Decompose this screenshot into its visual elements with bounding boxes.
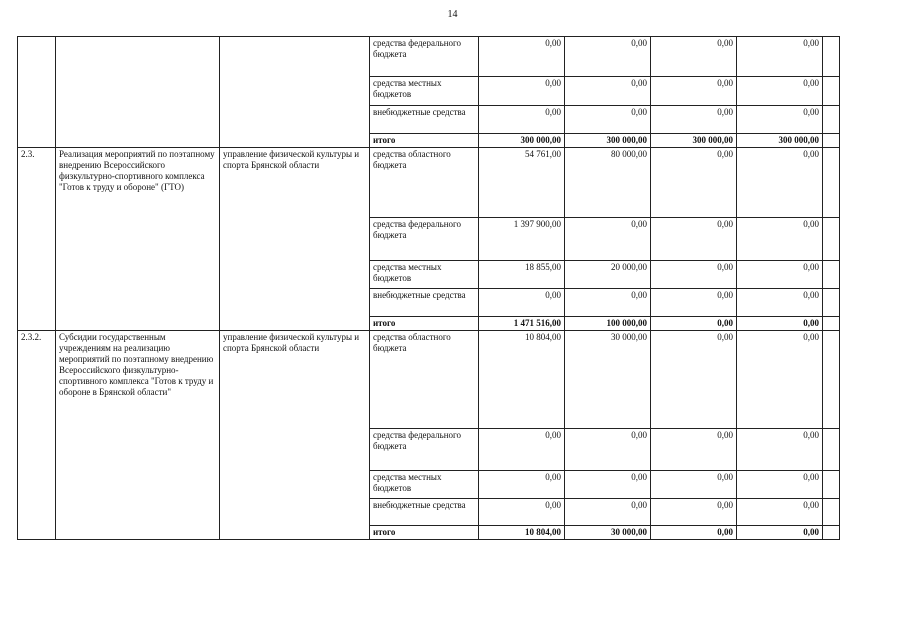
value-cell: 0,00	[565, 289, 651, 317]
empty-cell	[823, 331, 840, 429]
funding-source: средства местных бюджетов	[370, 261, 479, 289]
total-value: 300 000,00	[737, 134, 823, 148]
empty-cell	[823, 106, 840, 134]
table-row	[18, 37, 840, 77]
total-value: 30 000,00	[565, 526, 651, 540]
total-value: 100 000,00	[565, 317, 651, 331]
total-value: 300 000,00	[565, 134, 651, 148]
value-cell: 0,00	[651, 429, 737, 471]
value-cell: 0,00	[651, 471, 737, 499]
empty-cell	[823, 499, 840, 526]
value-cell: 54 761,00	[479, 148, 565, 218]
value-cell: 0,00	[479, 289, 565, 317]
value-cell: 0,00	[479, 37, 565, 77]
value-cell: 80 000,00	[565, 148, 651, 218]
value-cell: 0,00	[565, 429, 651, 471]
value-cell: 0,00	[565, 218, 651, 261]
value-cell: 0,00	[565, 471, 651, 499]
value-cell: 0,00	[737, 471, 823, 499]
funding-source: средства местных бюджетов	[370, 77, 479, 106]
item-index: 2.3.	[18, 148, 56, 331]
table-row	[18, 331, 840, 429]
value-cell: 0,00	[565, 37, 651, 77]
total-value: 300 000,00	[651, 134, 737, 148]
funding-source: внебюджетные средства	[370, 499, 479, 526]
total-value: 10 804,00	[479, 526, 565, 540]
value-cell: 0,00	[651, 218, 737, 261]
funding-source: средства федерального бюджета	[370, 429, 479, 471]
total-value: 0,00	[651, 317, 737, 331]
empty-cell	[823, 526, 840, 540]
value-cell: 0,00	[651, 289, 737, 317]
value-cell: 1 397 900,00	[479, 218, 565, 261]
value-cell: 0,00	[651, 261, 737, 289]
funding-source: внебюджетные средства	[370, 106, 479, 134]
total-label: итого	[370, 317, 479, 331]
empty-cell	[823, 134, 840, 148]
total-value: 0,00	[651, 526, 737, 540]
value-cell: 0,00	[737, 106, 823, 134]
measure-name-cell	[56, 37, 220, 148]
executor-name: управление физической культуры и спорта Брянской области	[220, 331, 370, 540]
funding-source: внебюджетные средства	[370, 289, 479, 317]
executor-name: управление физической культуры и спорта Брянской области	[220, 148, 370, 331]
page-number: 14	[447, 9, 458, 20]
item-index: 2.3.2.	[18, 331, 56, 540]
value-cell: 0,00	[565, 499, 651, 526]
value-cell: 0,00	[737, 289, 823, 317]
value-cell: 0,00	[737, 499, 823, 526]
funding-source: средства федерального бюджета	[370, 218, 479, 261]
value-cell: 0,00	[651, 37, 737, 77]
empty-cell	[823, 218, 840, 261]
value-cell: 0,00	[479, 471, 565, 499]
total-value: 300 000,00	[479, 134, 565, 148]
value-cell: 0,00	[651, 331, 737, 429]
executor-cell	[220, 37, 370, 148]
total-label: итого	[370, 526, 479, 540]
table-row	[18, 148, 840, 218]
total-value: 0,00	[737, 526, 823, 540]
funding-source: средства федерального бюджета	[370, 37, 479, 77]
value-cell: 0,00	[479, 77, 565, 106]
value-cell: 0,00	[479, 106, 565, 134]
value-cell: 0,00	[565, 106, 651, 134]
funding-source: средства областного бюджета	[370, 331, 479, 429]
empty-cell	[823, 317, 840, 331]
value-cell: 0,00	[737, 77, 823, 106]
value-cell: 0,00	[651, 499, 737, 526]
empty-cell	[823, 471, 840, 499]
value-cell: 0,00	[651, 148, 737, 218]
empty-cell	[823, 261, 840, 289]
value-cell: 0,00	[737, 37, 823, 77]
value-cell: 0,00	[479, 429, 565, 471]
total-value: 1 471 516,00	[479, 317, 565, 331]
measure-name: Субсидии государственным учреждениям на реализацию мероприятий по поэтапному внедрению Всероссийского физкультурно-спортивного комплекса "Готов к труду и обороне в Брянской области"	[56, 331, 220, 540]
total-label: итого	[370, 134, 479, 148]
value-cell: 0,00	[737, 218, 823, 261]
budget-table	[17, 36, 840, 540]
value-cell: 18 855,00	[479, 261, 565, 289]
value-cell: 0,00	[565, 77, 651, 106]
empty-cell	[823, 429, 840, 471]
value-cell: 30 000,00	[565, 331, 651, 429]
value-cell: 0,00	[479, 499, 565, 526]
value-cell: 0,00	[737, 331, 823, 429]
value-cell: 0,00	[737, 261, 823, 289]
value-cell: 0,00	[651, 77, 737, 106]
empty-cell	[823, 289, 840, 317]
value-cell: 0,00	[737, 429, 823, 471]
value-cell: 0,00	[651, 106, 737, 134]
index-cell	[18, 37, 56, 148]
value-cell: 10 804,00	[479, 331, 565, 429]
empty-cell	[823, 37, 840, 77]
value-cell: 0,00	[737, 148, 823, 218]
empty-cell	[823, 77, 840, 106]
total-value: 0,00	[737, 317, 823, 331]
value-cell: 20 000,00	[565, 261, 651, 289]
funding-source: средства местных бюджетов	[370, 471, 479, 499]
measure-name: Реализация мероприятий по поэтапному внедрению Всероссийского физкультурно-спортивного комплекса "Готов к труду и обороне" (ГТО)	[56, 148, 220, 331]
funding-source: средства областного бюджета	[370, 148, 479, 218]
empty-cell	[823, 148, 840, 218]
